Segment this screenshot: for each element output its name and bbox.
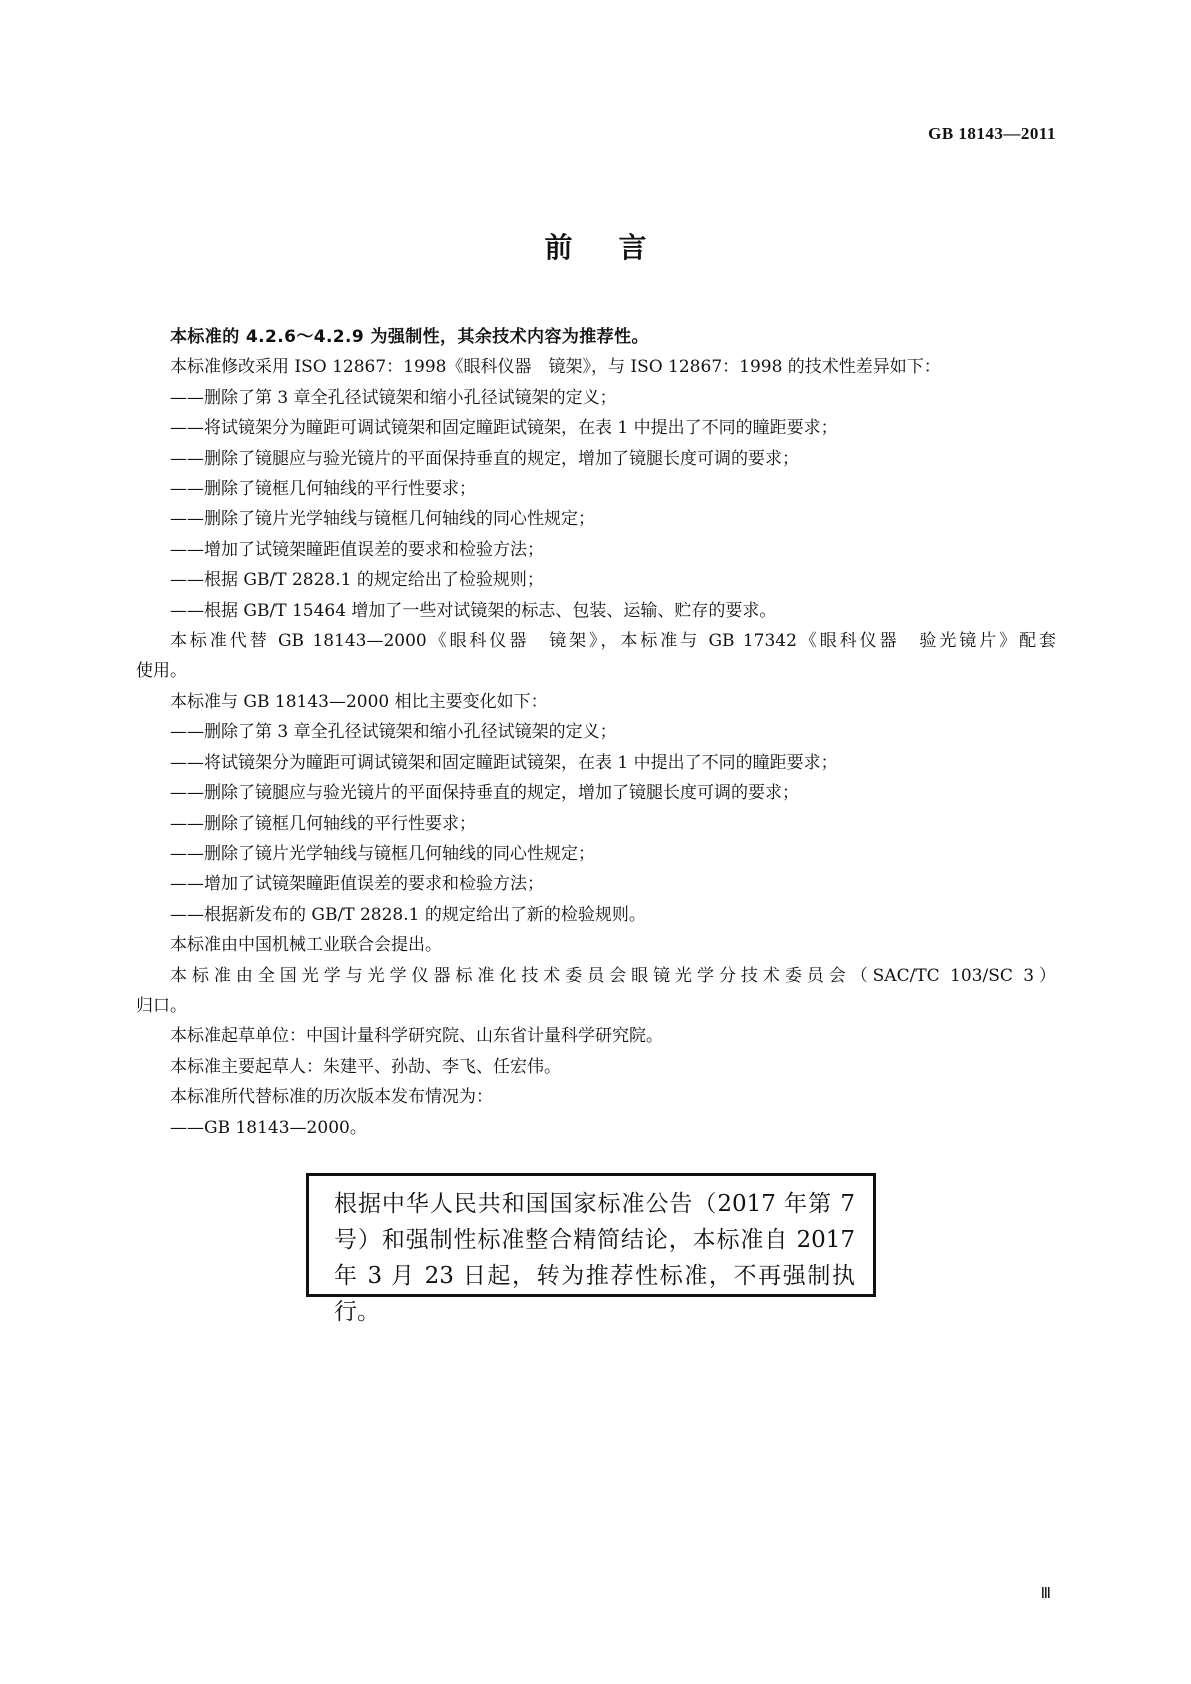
- list-item: ——删除了镜框几何轴线的平行性要求；: [170, 813, 476, 834]
- mandatory-clause: 本标准的 4.2.6～4.2.9 为强制性，其余技术内容为推荐性。: [170, 327, 649, 347]
- page-number: Ⅲ: [1040, 1586, 1051, 1602]
- list-item: ——删除了第 3 章全孔径试镜架和缩小孔径试镜架的定义；: [170, 387, 617, 408]
- list-item: ——将试镜架分为瞳距可调试镜架和固定瞳距试镜架，在表 1 中提出了不同的瞳距要求；: [170, 418, 838, 439]
- replaces-paragraph-cont: 使用。: [136, 661, 187, 682]
- list-item: ——删除了镜片光学轴线与镜框几何轴线的同心性规定；: [170, 843, 595, 864]
- replaces-paragraph: 本标准代替 GB 18143—2000《眼科仪器 镜架》，本标准与 GB 17342《眼科仪器 验光镜片》配套: [170, 631, 1056, 652]
- centralized-paragraph: 本标准由全国光学与光学仪器标准化技术委员会眼镜光学分技术委员会（SAC/TC 103/SC 3）: [170, 965, 1056, 986]
- list-item: ——删除了镜框几何轴线的平行性要求；: [170, 479, 476, 500]
- changes-intro: 本标准与 GB 18143—2000 相比主要变化如下：: [170, 691, 548, 712]
- list-item: ——增加了试镜架瞳距值误差的要求和检验方法；: [170, 874, 544, 895]
- list-item: ——增加了试镜架瞳距值误差的要求和检验方法；: [170, 539, 544, 560]
- history-intro: 本标准所代替标准的历次版本发布情况为：: [170, 1087, 493, 1108]
- centralized-paragraph-cont: 归口。: [136, 995, 187, 1016]
- drafting-units: 本标准起草单位：中国计量科学研究院、山东省计量科学研究院。: [170, 1026, 663, 1047]
- list-item: ——GB 18143—2000。: [170, 1117, 367, 1138]
- iso-intro: 本标准修改采用 ISO 12867：1998《眼科仪器 镜架》，与 ISO 12867：1998 的技术性差异如下：: [170, 357, 941, 378]
- list-item: ——删除了镜腿应与验光镜片的平面保持垂直的规定，增加了镜腿长度可调的要求；: [170, 448, 799, 469]
- proposed-by: 本标准由中国机械工业联合会提出。: [170, 935, 442, 956]
- list-item: ——根据 GB/T 15464 增加了一些对试镜架的标志、包装、运输、贮存的要求。: [170, 600, 777, 621]
- standard-number: GB 18143—2011: [928, 124, 1056, 143]
- list-item: ——删除了第 3 章全孔径试镜架和缩小孔径试镜架的定义；: [170, 722, 617, 743]
- list-item: ——删除了镜片光学轴线与镜框几何轴线的同心性规定；: [170, 509, 595, 530]
- page-title: 前言: [544, 231, 693, 264]
- foreword-body: [136, 322, 1056, 1143]
- notice-box: 根据中华人民共和国国家标准公告（2017 年第 7 号）和强制性标准整合精简结论，本标准自 2017 年 3 月 23 日起，转为推荐性标准，不再强制执行。: [306, 1173, 876, 1297]
- list-item: ——根据新发布的 GB/T 2828.1 的规定给出了新的检验规则。: [170, 904, 646, 925]
- drafters: 本标准主要起草人：朱建平、孙劼、李飞、任宏伟。: [170, 1056, 561, 1077]
- list-item: ——将试镜架分为瞳距可调试镜架和固定瞳距试镜架，在表 1 中提出了不同的瞳距要求；: [170, 752, 838, 773]
- list-item: ——删除了镜腿应与验光镜片的平面保持垂直的规定，增加了镜腿长度可调的要求；: [170, 783, 799, 804]
- list-item: ——根据 GB/T 2828.1 的规定给出了检验规则；: [170, 570, 544, 591]
